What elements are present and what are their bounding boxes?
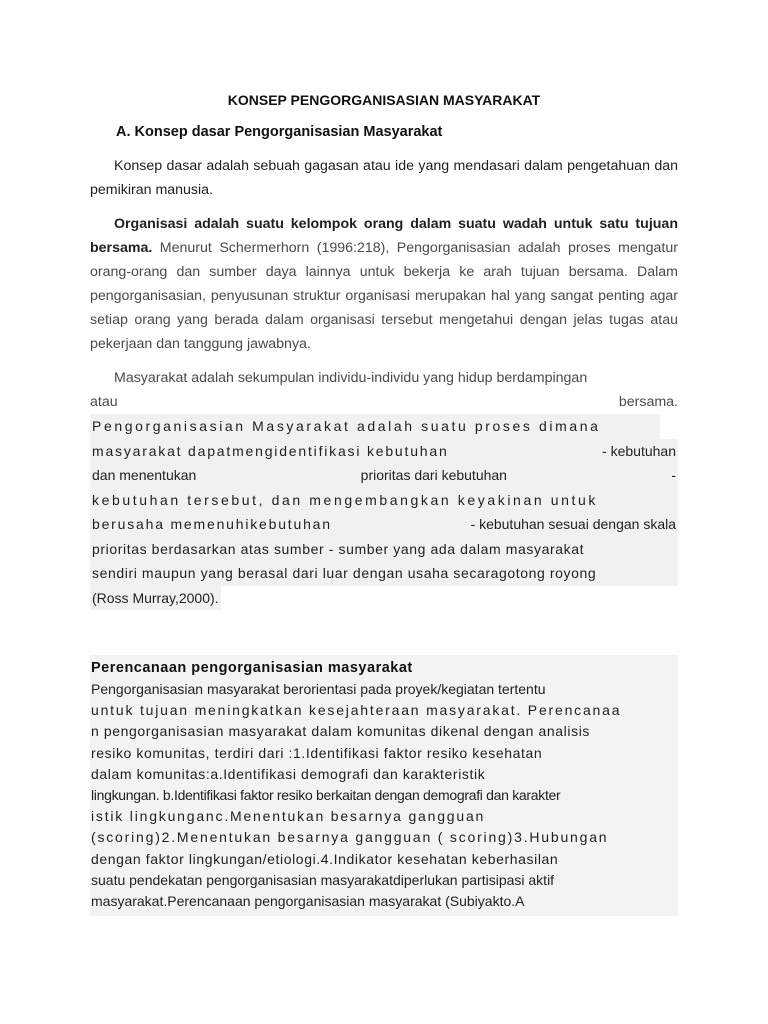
- perencanaan-line-11: masyarakat.Perencanaan pengorganisasian masyarakat (Subiyakto.A: [91, 893, 525, 910]
- hl-line-3-right: -: [671, 467, 676, 483]
- perencanaan-line-8: (scoring)2.Menentukan besarnya gangguan ( scoring)3.Hubungan: [91, 829, 609, 846]
- perencanaan-line-2: untuk tujuan meningkatkan kesejahteraan masyarakat. Perencanaa: [91, 702, 622, 719]
- masyarakat-atau: atau: [90, 394, 118, 410]
- document-body: [90, 92, 678, 610]
- hl-line-5-left: berusaha memenuhikebutuhan: [92, 516, 332, 532]
- perencanaan-line-3: n pengorganisasian masyarakat dalam komunitas dikenal dengan analisis: [91, 723, 591, 740]
- perencanaan-line-5: dalam komunitas:a.Identifikasi demografi dan karakteristik: [91, 765, 486, 782]
- document-title: KONSEP PENGORGANISASIAN MASYARAKAT: [227, 92, 541, 108]
- schermerhorn-text: Menurut Schermerhorn (1996:218), Pengorganisasian adalah proses mengatur orang-orang dan sumber daya lainnya untuk bekerja ke arah tujuan bersama. Dalam pengorganisasian, penyusunan struktur organisasi merupakan hal yang sangat penting agar setiap orang yang berada dalam organisasi tersebut mengetahui dengan jelas tugas atau pekerjaan dan tanggung jawabnya.: [90, 240, 678, 352]
- hl-line-2-right: - kebutuhan: [602, 442, 676, 459]
- masyarakat-line-1: Masyarakat adalah sekumpulan individu-individu yang hidup berdampingan: [114, 370, 588, 386]
- perencanaan-line-1: Pengorganisasian masyarakat berorientasi pada proyek/kegiatan tertentu: [91, 681, 546, 697]
- paragraph-konsep-dasar: Konsep dasar adalah sebuah gagasan atau ide yang mendasari dalam pengetahuan dan pemikiran manusia.: [90, 158, 678, 198]
- perencanaan-line-4: resiko komunitas, terdiri dari :1.Identifikasi faktor resiko kesehatan: [91, 744, 543, 761]
- hl-line-3: [90, 463, 678, 488]
- hl-line-2: [90, 439, 678, 464]
- hl-line-4: kebutuhan tersebut, dan mengembangkan keyakinan untuk: [90, 488, 678, 513]
- masyarakat-bersama: bersama.: [618, 394, 678, 410]
- masyarakat-line-2: [90, 390, 678, 414]
- hl-line-5-right: - kebutuhan sesuai dengan skala: [470, 516, 676, 532]
- hl-line-2-left: masyarakat dapatmengidentifikasi kebutuhan: [92, 442, 449, 459]
- perencanaan-line-7: istik lingkunganc.Menentukan besarnya gangguan: [91, 808, 486, 825]
- hl-line-8: (Ross Murray,2000).: [90, 586, 221, 611]
- perencanaan-line-6: lingkungan. b.Identifikasi faktor resiko berkaitan dengan demografi dan karakter: [91, 787, 561, 804]
- hl-line-3-mid: prioritas dari kebutuhan: [360, 467, 507, 483]
- highlighted-definition: [90, 414, 678, 610]
- hl-line-6: prioritas berdasarkan atas sumber - sumber yang ada dalam masyarakat: [90, 537, 678, 562]
- perencanaan-title: Perencanaan pengorganisasian masyarakat: [91, 660, 413, 676]
- hl-line-7: sendiri maupun yang berasal dari luar dengan usaha secaragotong royong: [90, 561, 678, 586]
- hl-line-5: [90, 512, 678, 537]
- perencanaan-section: [90, 655, 678, 916]
- hl-line-1: Pengorganisasian Masyarakat adalah suatu proses dimana: [90, 414, 660, 439]
- perencanaan-line-9: dengan faktor lingkungan/etiologi.4.Indikator kesehatan keberhasilan: [91, 850, 559, 867]
- hl-line-3-left: dan menentukan: [92, 467, 197, 483]
- organisasi-definition: Organisasi adalah suatu kelompok orang dalam suatu wadah untuk satu tujuan bersama.: [90, 216, 678, 256]
- paragraph-masyarakat: [90, 366, 678, 610]
- section-heading-a: A. Konsep dasar Pengorganisasian Masyarakat: [116, 124, 443, 140]
- paragraph-organisasi: [90, 212, 678, 356]
- perencanaan-line-10: suatu pendekatan pengorganisasian masyarakatdiperlukan partisipasi aktif: [91, 871, 555, 888]
